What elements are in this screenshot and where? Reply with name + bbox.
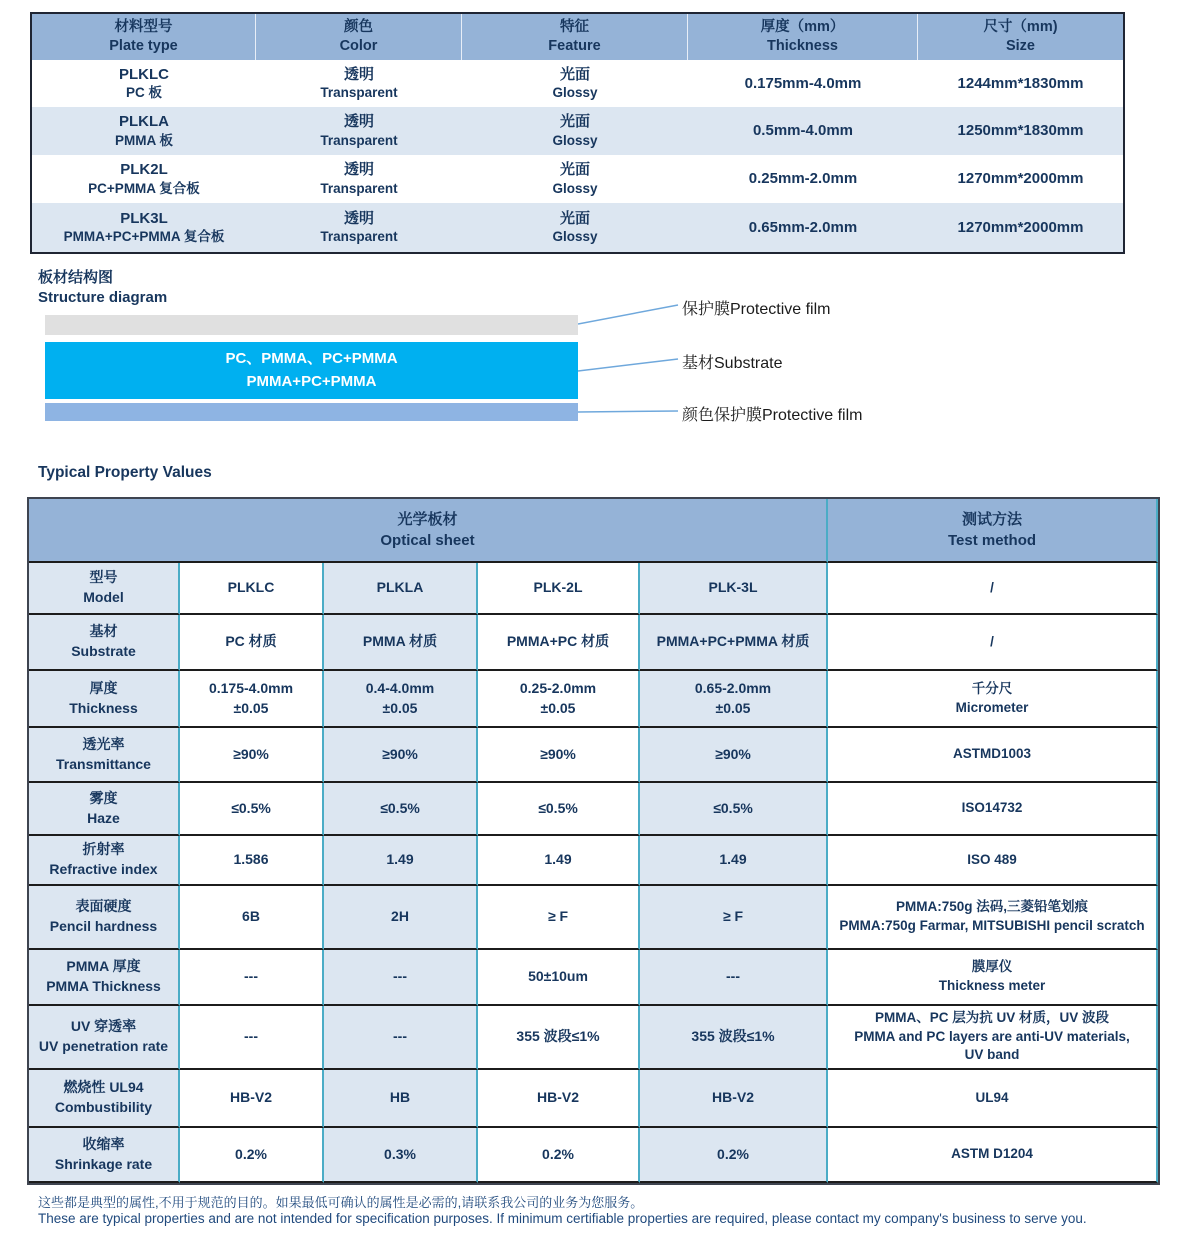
spec-cell (462, 107, 688, 155)
property-value (324, 615, 478, 671)
leader-lines (578, 292, 684, 422)
test-method-value (828, 886, 1158, 950)
text-line: 颜色 (344, 19, 373, 36)
spec-cell (462, 60, 688, 107)
text-line: 尺寸（mm) (983, 19, 1058, 36)
property-label (29, 950, 180, 1006)
property-label (29, 836, 180, 886)
property-value (640, 615, 828, 671)
property-value (640, 671, 828, 728)
text-line: HB-V2 (229, 1089, 272, 1106)
text-line: ≥90% (540, 745, 576, 762)
text-line: 0.2% (542, 1145, 574, 1162)
text-line: PMMA:750g Farmar, MITSUBISHI pencil scratch (839, 918, 1145, 933)
text-line: ±0.05 (540, 699, 576, 716)
text-line: 材料型号 (114, 19, 173, 36)
text-line: PMMA:750g 法码,三菱铅笔划痕 (895, 899, 1088, 915)
text-line: PLKLC (119, 65, 169, 83)
text-line: UV band (964, 1047, 1020, 1063)
text-line: PMMA、PC 层为抗 UV 材质，UV 波段 (874, 1009, 1109, 1025)
spec-cell (918, 60, 1123, 107)
spec-header-cell (688, 14, 918, 60)
property-label (29, 615, 180, 671)
test-method-value (828, 836, 1158, 886)
test-method-value (828, 1128, 1158, 1183)
property-value (324, 1070, 478, 1128)
text-line: 1244mm*1830mm (957, 74, 1084, 92)
text-line: HB (389, 1089, 411, 1106)
text-line: Glossy (552, 180, 598, 196)
property-value (324, 1128, 478, 1183)
property-value (324, 671, 478, 728)
text-line: 0.175-4.0mm (208, 679, 294, 696)
text-line: 折射率 (82, 841, 125, 858)
text-line: 厚度 (89, 679, 118, 696)
text-line: 0.25-2.0mm (519, 679, 597, 696)
property-label (29, 728, 180, 783)
text-line: 355 波段≤1% (516, 1028, 600, 1045)
text-line: PMMA and PC layers are anti-UV materials, (854, 1028, 1130, 1044)
text-line: PC 板 (125, 85, 162, 101)
text-line: --- (393, 1028, 407, 1045)
spec-cell (32, 203, 256, 252)
text-line: --- (726, 968, 740, 985)
text-line: 1.49 (719, 851, 747, 868)
text-line: 0.3% (384, 1145, 416, 1162)
text-line: ≤0.5% (380, 799, 420, 816)
property-value (324, 950, 478, 1006)
text-line: 透明 (343, 65, 374, 83)
text-line: ≤0.5% (713, 799, 753, 816)
property-value (640, 886, 828, 950)
text-line: 1.49 (544, 851, 572, 868)
spec-cell (256, 203, 462, 252)
leader-line (578, 305, 678, 324)
spec-header-cell (256, 14, 462, 60)
text-line: 特征 (560, 19, 589, 36)
text-line: ≥90% (233, 745, 269, 762)
text-line: ±0.05 (715, 699, 751, 716)
text-line: PMMA Thickness (46, 978, 161, 994)
text-line: 1250mm*1830mm (957, 122, 1084, 140)
text-line: ≥90% (715, 745, 751, 762)
property-value (478, 950, 640, 1006)
test-method-value (828, 671, 1158, 728)
text-line: 光面 (559, 209, 590, 227)
property-value (180, 783, 324, 836)
text-line: Combustibility (54, 1099, 153, 1115)
spec-cell (462, 203, 688, 252)
text-line: 0.4-4.0mm (365, 679, 435, 696)
property-value (324, 728, 478, 783)
text-line: PMMA+PC+PMMA 材质 (656, 633, 810, 650)
disclaimer-en: These are typical properties and are not intended for specification purposes. If minimum certifiable properties are required, please contact my company's business to serve you. (38, 1211, 1087, 1226)
text-line: ASTMD1003 (952, 746, 1032, 762)
spec-cell (32, 155, 256, 203)
property-label (29, 671, 180, 728)
disclaimer-zh: 这些都是典型的属性,不用于规范的目的。如果最低可确认的属性是必需的,请联系我公司的业务为您服务。 (38, 1195, 644, 1210)
text-line: 雾度 (89, 789, 118, 806)
text-line: 表面硬度 (75, 898, 132, 915)
text-line: 0.65mm-2.0mm (748, 218, 858, 236)
text-line: 膜厚仪 (971, 959, 1013, 975)
property-value (640, 1070, 828, 1128)
text-line: 355 波段≤1% (691, 1028, 775, 1045)
property-value (478, 728, 640, 783)
property-table (27, 497, 1160, 1185)
text-line: 千分尺 (971, 680, 1013, 696)
text-line: Thickness meter (938, 978, 1046, 993)
text-line: ISO 489 (967, 851, 1017, 867)
text-line: --- (244, 968, 258, 985)
text-line: 透光率 (82, 735, 125, 752)
text-line: 6B (242, 908, 260, 925)
spec-cell (32, 107, 256, 155)
text-line: Transmittance (56, 755, 151, 772)
text-line: Micrometer (955, 699, 1029, 715)
text-line: 0.25mm-2.0mm (748, 170, 858, 188)
text-line: PLK-3L (708, 579, 758, 596)
property-value (180, 563, 324, 615)
text-line: UL94 (975, 1089, 1009, 1105)
property-label (29, 783, 180, 836)
text-line: Thickness (767, 38, 838, 54)
property-value (324, 1006, 478, 1070)
text-line: 1.586 (233, 851, 269, 868)
spec-cell (462, 155, 688, 203)
test-method-value (828, 1070, 1158, 1128)
text-line: 0.175mm-4.0mm (744, 74, 862, 92)
test-method-value (828, 563, 1158, 615)
property-value (478, 1070, 640, 1128)
property-label (29, 1006, 180, 1070)
text-line: / (990, 633, 994, 649)
text-line: UV penetration rate (38, 1038, 169, 1054)
spec-table (30, 12, 1125, 254)
text-line: PLKLA (119, 113, 169, 131)
text-line: PLK-2L (533, 579, 583, 596)
property-value (478, 563, 640, 615)
text-line: 燃烧性 UL94 (63, 1079, 144, 1096)
text-line: ±0.05 (382, 699, 418, 716)
text-line: ≥90% (382, 745, 418, 762)
property-label (29, 1070, 180, 1128)
text-line: ≥ F (547, 908, 569, 925)
spec-cell (918, 155, 1123, 203)
spec-cell (688, 60, 918, 107)
text-line: 0.2% (717, 1145, 749, 1162)
property-value (180, 1006, 324, 1070)
property-value (640, 836, 828, 886)
test-method-value (828, 783, 1158, 836)
text-line: Transparent (320, 85, 398, 101)
text-line: PLKLA (376, 579, 424, 596)
text-line: Feature (548, 38, 601, 54)
text-line: ≥ F (722, 908, 744, 925)
property-value (180, 671, 324, 728)
text-line: 透明 (343, 113, 374, 131)
text-line: PMMA+PC+PMMA 复合板 (63, 229, 225, 245)
text-line: Size (1005, 38, 1035, 54)
text-line: Thickness (69, 699, 138, 716)
property-value (640, 728, 828, 783)
substrate-layer-text-line2: PMMA+PC+PMMA (246, 372, 377, 390)
spec-cell (918, 107, 1123, 155)
property-value (478, 783, 640, 836)
text-line: 光面 (559, 65, 590, 83)
property-value (324, 836, 478, 886)
layer-label-substrate: 基材Substrate (682, 355, 783, 372)
text-line: Refractive index (49, 861, 158, 877)
property-value (478, 615, 640, 671)
text-line: Optical sheet (380, 532, 475, 549)
substrate-layer (45, 342, 578, 399)
text-line: 测试方法 (961, 511, 1022, 528)
structure-diagram-title-zh: 板材结构图 (38, 269, 114, 286)
test-method-value (828, 950, 1158, 1006)
text-line: 厚度（mm） (760, 19, 845, 36)
text-line: ASTM D1204 (951, 1146, 1033, 1162)
property-value (180, 950, 324, 1006)
property-value (180, 728, 324, 783)
property-value (324, 563, 478, 615)
property-value (640, 1128, 828, 1183)
test-method-value (828, 1006, 1158, 1070)
property-value (478, 671, 640, 728)
property-value (324, 783, 478, 836)
text-line: / (990, 579, 994, 595)
test-method-value (828, 728, 1158, 783)
optical-sheet-header (29, 499, 828, 563)
property-label (29, 886, 180, 950)
text-line: Substrate (71, 643, 136, 659)
text-line: PLKLC (227, 579, 275, 596)
text-line: 光面 (559, 113, 590, 131)
spec-cell (32, 60, 256, 107)
text-line: 光学板材 (397, 511, 458, 528)
spec-header-cell (32, 14, 256, 60)
protective-film-top-layer (45, 315, 578, 335)
text-line: PMMA 厚度 (66, 958, 141, 975)
text-line: 1270mm*2000mm (957, 170, 1084, 188)
text-line: Pencil hardness (49, 918, 158, 934)
text-line: PLK2L (120, 161, 168, 179)
property-value (478, 1128, 640, 1183)
text-line: PC+PMMA 复合板 (88, 180, 200, 196)
text-line: Model (83, 589, 124, 605)
property-value (640, 1006, 828, 1070)
property-label (29, 1128, 180, 1183)
text-line: 型号 (89, 569, 118, 586)
text-line: 透明 (343, 209, 374, 227)
text-line: 0.5mm-4.0mm (752, 122, 854, 140)
text-line: PC 材质 (225, 633, 277, 650)
spec-header-cell (918, 14, 1123, 60)
text-line: ≤0.5% (231, 799, 271, 816)
text-line: Glossy (552, 132, 598, 148)
text-line: PMMA 板 (115, 132, 173, 148)
property-value (640, 950, 828, 1006)
text-line: 基材 (89, 623, 118, 640)
text-line: Test method (947, 532, 1037, 549)
text-line: HB-V2 (536, 1089, 579, 1106)
text-line: Shrinkage rate (54, 1155, 153, 1172)
leader-line (578, 359, 678, 371)
text-line: ≤0.5% (538, 799, 578, 816)
text-line: Glossy (552, 85, 598, 101)
substrate-layer-text-line1: PC、PMMA、PC+PMMA (225, 350, 398, 367)
layer-label-bottom-film: 颜色保护膜Protective film (682, 407, 863, 424)
text-line: Color (339, 38, 378, 54)
spec-cell (688, 203, 918, 252)
spec-header-cell (462, 14, 688, 60)
text-line: 收缩率 (82, 1135, 125, 1152)
property-value (180, 1128, 324, 1183)
text-line: HB-V2 (711, 1089, 754, 1106)
structure-diagram-title (38, 268, 167, 309)
text-line: PMMA 材质 (362, 633, 438, 650)
text-line: --- (393, 968, 407, 985)
property-value (478, 1006, 640, 1070)
spec-cell (256, 155, 462, 203)
text-line: PLK3L (120, 209, 168, 227)
property-value (180, 615, 324, 671)
spec-cell (688, 155, 918, 203)
layer-label-top-film: 保护膜Protective film (682, 301, 831, 318)
text-line: 1.49 (386, 851, 414, 868)
text-line: 透明 (343, 161, 374, 179)
text-line: Glossy (552, 229, 598, 245)
protective-film-bottom-layer (45, 403, 578, 421)
leader-line (578, 411, 678, 412)
text-line: 光面 (559, 161, 590, 179)
text-line: ±0.05 (233, 699, 269, 716)
structure-diagram-title-en: Structure diagram (38, 289, 168, 307)
property-value (180, 836, 324, 886)
text-line: Transparent (320, 132, 398, 148)
test-method-header (828, 499, 1158, 563)
text-line: ISO14732 (961, 800, 1023, 816)
spec-cell (688, 107, 918, 155)
text-line: 0.65-2.0mm (694, 679, 772, 696)
text-line: Haze (87, 809, 120, 826)
spec-cell (256, 107, 462, 155)
test-method-value (828, 615, 1158, 671)
text-line: 50±10um (528, 968, 588, 985)
property-value (640, 563, 828, 615)
property-value (640, 783, 828, 836)
text-line: PMMA+PC 材质 (506, 633, 610, 650)
text-line: Transparent (320, 180, 398, 196)
property-value (180, 1070, 324, 1128)
text-line: 0.2% (235, 1145, 267, 1162)
property-value (324, 886, 478, 950)
text-line: UV 穿透率 (70, 1018, 137, 1035)
text-line: Plate type (109, 38, 178, 54)
spec-cell (918, 203, 1123, 252)
property-value (478, 836, 640, 886)
property-value (180, 886, 324, 950)
text-line: Transparent (320, 229, 398, 245)
property-value (478, 886, 640, 950)
spec-cell (256, 60, 462, 107)
text-line: 2H (391, 908, 409, 925)
property-label (29, 563, 180, 615)
text-line: 1270mm*2000mm (957, 218, 1084, 236)
property-values-heading: Typical Property Values (38, 464, 212, 481)
text-line: --- (244, 1028, 258, 1045)
